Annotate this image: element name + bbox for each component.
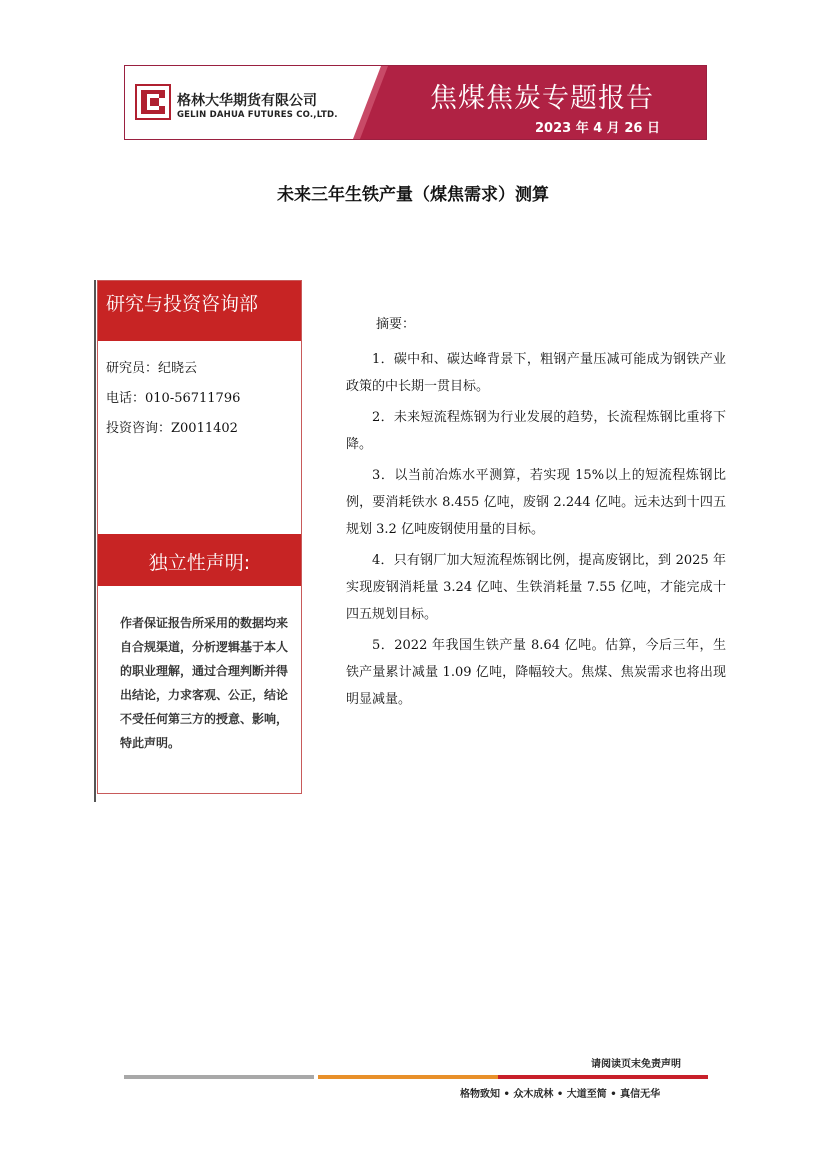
researcher: 研究员：纪晓云 <box>106 361 198 376</box>
license-number: 投资咨询：Z0011402 <box>106 421 238 436</box>
report-date: 2023 年 4 月 26 日 <box>535 121 660 136</box>
sidebar <box>97 280 302 794</box>
document-title: 未来三年生铁产量（煤焦需求）测算 <box>277 185 549 205</box>
company-name-en: GELIN DAHUA FUTURES CO.,LTD. <box>177 110 338 120</box>
abstract-point: 3．以当前冶炼水平测算，若实现 15%以上的短流程炼钢比例，要消耗铁水 8.455 亿吨，废钢 2.244 亿吨。远未达到十四五规划 3.2 亿吨废钢使用量的目标。 <box>346 468 726 537</box>
footer-bar-orange <box>318 1075 498 1079</box>
phone: 电话：010-56711796 <box>106 391 241 406</box>
footer-bar-gray <box>124 1075 314 1079</box>
abstract <box>346 312 726 717</box>
company-name-cn: 格林大华期货有限公司 <box>177 93 317 109</box>
abstract-point: 1．碳中和、碳达峰背景下，粗钢产量压减可能成为钢铁产业政策的中长期一贯目标。 <box>346 352 726 394</box>
sidebar-accent-line <box>94 280 96 802</box>
department-name: 研究与投资咨询部 <box>106 293 259 315</box>
company-logo-icon <box>135 84 171 120</box>
report-type: 焦煤焦炭专题报告 <box>430 83 654 114</box>
declaration-header <box>98 534 301 586</box>
disclaimer-link: 请阅读页末免责声明 <box>591 1059 681 1070</box>
abstract-point: 2．未来短流程炼钢为行业发展的趋势，长流程炼钢比重将下降。 <box>346 410 726 452</box>
abstract-point: 5．2022 年我国生铁产量 8.64 亿吨。估算，今后三年，生铁产量累计减量 1.09 亿吨，降幅较大。焦煤、焦炭需求也将出现明显减量。 <box>346 638 726 707</box>
abstract-label: 摘要： <box>376 317 416 332</box>
company-motto: 格物致知 • 众木成林 • 大道至简 • 真信无华 <box>460 1089 661 1100</box>
report-header <box>124 65 707 140</box>
footer-bar-red <box>498 1075 708 1079</box>
declaration-text: 作者保证报告所采用的数据均来自合规渠道，分析逻辑基于本人的职业理解，通过合理判断并得出结论，力求客观、公正，结论不受任何第三方的授意、影响，特此声明。 <box>120 616 289 750</box>
abstract-point: 4．只有钢厂加大短流程炼钢比例，提高废钢比，到 2025 年实现废钢消耗量 3.24 亿吨、生铁消耗量 7.55 亿吨，才能完成十四五规划目标。 <box>346 553 726 622</box>
department-header <box>98 281 301 341</box>
declaration-title: 独立性声明: <box>148 552 251 574</box>
